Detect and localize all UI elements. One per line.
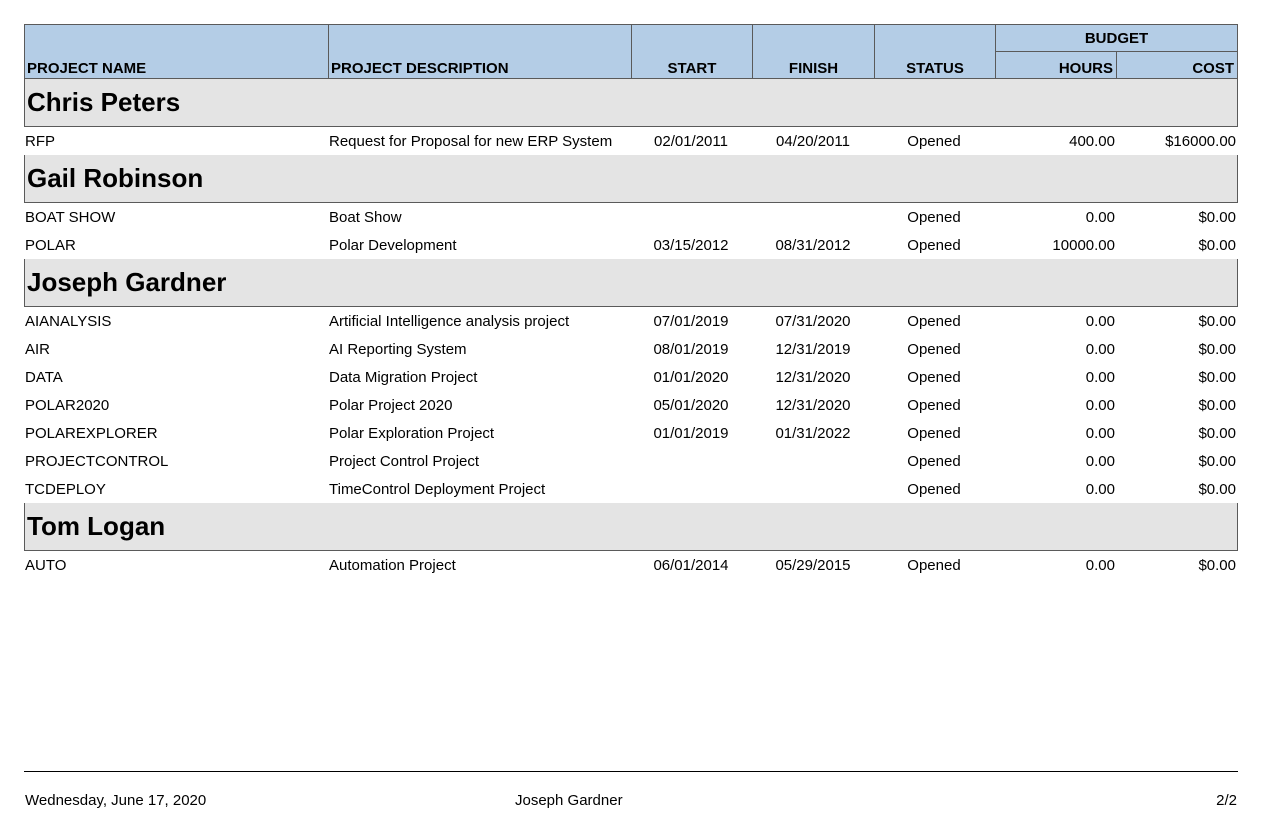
table-header — [24, 24, 1238, 79]
finish-date-cell: 05/29/2015 — [775, 557, 851, 574]
col-cost: COST — [1192, 60, 1234, 77]
col-status: STATUS — [906, 60, 964, 77]
cost-cell: $0.00 — [1198, 425, 1236, 442]
table-row — [24, 307, 1238, 335]
status-cell: Opened — [907, 209, 961, 226]
start-date-cell: 05/01/2020 — [653, 397, 729, 414]
project-name-cell: POLAR — [25, 237, 76, 254]
finish-date-cell: 01/31/2022 — [775, 425, 851, 442]
hours-cell: 0.00 — [1085, 209, 1115, 226]
project-description-cell: TimeControl Deployment Project — [329, 481, 546, 498]
group-header: Tom Logan — [24, 503, 1238, 551]
table-row — [24, 447, 1238, 475]
cost-cell: $0.00 — [1198, 397, 1236, 414]
project-description-cell: Polar Exploration Project — [329, 425, 495, 442]
table-row — [24, 335, 1238, 363]
hours-cell: 0.00 — [1085, 557, 1115, 574]
cost-cell: $0.00 — [1198, 557, 1236, 574]
project-description-cell: Artificial Intelligence analysis project — [329, 313, 570, 330]
project-name-cell: AIR — [25, 341, 51, 358]
cost-cell: $0.00 — [1198, 369, 1236, 386]
start-date-cell: 01/01/2020 — [653, 369, 729, 386]
table-row — [24, 391, 1238, 419]
status-cell: Opened — [907, 341, 961, 358]
project-description-cell: Request for Proposal for new ERP System — [329, 133, 613, 150]
project-name-cell: AUTO — [25, 557, 67, 574]
finish-date-cell: 04/20/2011 — [776, 133, 850, 150]
status-cell: Opened — [907, 313, 961, 330]
project-description-cell: Polar Development — [329, 237, 457, 254]
col-budget: BUDGET — [1084, 30, 1149, 47]
project-description-cell: Project Control Project — [329, 453, 480, 470]
hours-cell: 400.00 — [1069, 133, 1115, 150]
footer-date: Wednesday, June 17, 2020 — [25, 792, 207, 809]
table-row — [24, 231, 1238, 259]
hours-cell: 0.00 — [1085, 369, 1115, 386]
project-description-cell: AI Reporting System — [329, 341, 467, 358]
col-hours: HOURS — [1058, 60, 1113, 77]
status-cell: Opened — [907, 237, 961, 254]
project-name-cell: PROJECTCONTROL — [25, 453, 169, 470]
project-name-cell: RFP — [25, 133, 55, 150]
project-name-cell: POLAREXPLORER — [25, 425, 158, 442]
hours-cell: 0.00 — [1085, 453, 1115, 470]
project-name-cell: AIANALYSIS — [25, 313, 112, 330]
status-cell: Opened — [907, 557, 961, 574]
project-name-cell: POLAR2020 — [25, 397, 110, 414]
project-name-cell: BOAT SHOW — [25, 209, 116, 226]
table-row — [24, 551, 1238, 579]
project-description-cell: Data Migration Project — [329, 369, 478, 386]
project-description-cell: Polar Project 2020 — [329, 397, 453, 414]
col-start: START — [667, 60, 717, 77]
cost-cell: $0.00 — [1198, 237, 1236, 254]
cost-cell: $0.00 — [1198, 341, 1236, 358]
table-row — [24, 419, 1238, 447]
status-cell: Opened — [907, 453, 961, 470]
hours-cell: 0.00 — [1085, 481, 1115, 498]
project-name-cell: TCDEPLOY — [25, 481, 106, 498]
status-cell: Opened — [907, 133, 961, 150]
cost-cell: $0.00 — [1198, 481, 1236, 498]
footer-divider — [24, 771, 1238, 772]
start-date-cell: 07/01/2019 — [653, 313, 729, 330]
cost-cell: $16000.00 — [1165, 133, 1236, 150]
hours-cell: 0.00 — [1085, 341, 1115, 358]
status-cell: Opened — [907, 425, 961, 442]
status-cell: Opened — [907, 369, 961, 386]
col-project-name: PROJECT NAME — [27, 60, 147, 77]
hours-cell: 0.00 — [1085, 397, 1115, 414]
finish-date-cell: 07/31/2020 — [775, 313, 851, 330]
cost-cell: $0.00 — [1198, 453, 1236, 470]
start-date-cell: 06/01/2014 — [653, 557, 729, 574]
status-cell: Opened — [907, 481, 961, 498]
footer-page-number: 2/2 — [1216, 792, 1237, 809]
project-description-cell: Automation Project — [329, 557, 456, 574]
finish-date-cell: 12/31/2019 — [775, 341, 851, 358]
table-row — [24, 363, 1238, 391]
cost-cell: $0.00 — [1198, 313, 1236, 330]
start-date-cell: 01/01/2019 — [653, 425, 729, 442]
finish-date-cell: 12/31/2020 — [775, 397, 851, 414]
table-row — [24, 203, 1238, 231]
group-header: Joseph Gardner — [24, 259, 1238, 307]
table-row — [24, 127, 1238, 155]
hours-cell: 0.00 — [1085, 425, 1115, 442]
project-description-cell: Boat Show — [329, 209, 402, 226]
project-name-cell: DATA — [25, 369, 63, 386]
cost-cell: $0.00 — [1198, 209, 1236, 226]
group-header: Gail Robinson — [24, 155, 1238, 203]
col-project-description: PROJECT DESCRIPTION — [331, 60, 509, 77]
group-header: Chris Peters — [24, 79, 1238, 127]
start-date-cell: 02/01/2011 — [654, 133, 728, 150]
table-row — [24, 475, 1238, 503]
finish-date-cell: 08/31/2012 — [775, 237, 851, 254]
footer-user: Joseph Gardner — [515, 792, 623, 809]
project-report — [24, 24, 1238, 579]
hours-cell: 0.00 — [1085, 313, 1115, 330]
col-finish: FINISH — [788, 60, 839, 77]
status-cell: Opened — [907, 397, 961, 414]
start-date-cell: 08/01/2019 — [653, 341, 729, 358]
finish-date-cell: 12/31/2020 — [775, 369, 851, 386]
hours-cell: 10000.00 — [1052, 237, 1115, 254]
table-body — [24, 79, 1238, 579]
start-date-cell: 03/15/2012 — [653, 237, 729, 254]
